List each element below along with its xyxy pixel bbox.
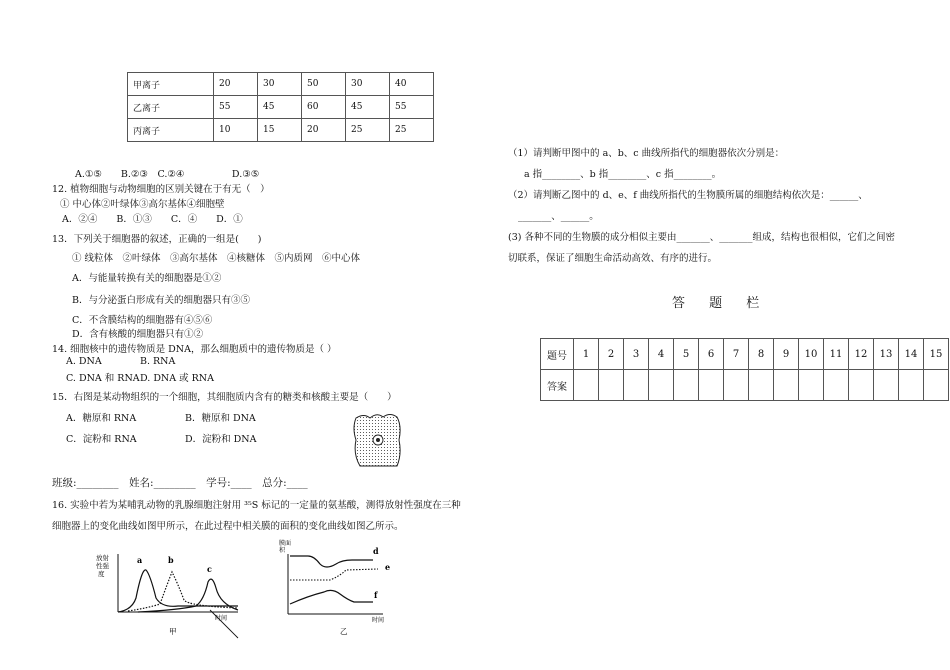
answer-number-cell: 2 <box>599 339 624 370</box>
ion-cell: 40 <box>390 73 434 96</box>
q11-options: A.①⑤ B.②③ C.②④ D.③⑤ <box>75 169 260 180</box>
curve-c <box>138 579 238 612</box>
q13-option-b: B．与分泌蛋白形成有关的细胞器只有③⑤ <box>72 295 250 306</box>
right-q3-line1: (3) 各种不同的生物膜的成分相似主要由_______、_______组成，结构也很相似，它们之间密 <box>508 232 895 243</box>
answer-blank-cell[interactable] <box>899 370 924 401</box>
curve-a-label: a <box>137 555 143 565</box>
q15-option-d: D．淀粉和 DNA <box>185 434 257 445</box>
answer-blank-cell[interactable] <box>774 370 799 401</box>
answer-blank-cell[interactable] <box>824 370 849 401</box>
answer-table <box>540 338 949 401</box>
answer-box-title: 答 题 栏 <box>672 296 770 311</box>
right-q2-stem: （2）请判断乙图中的 d、e、f 曲线所指代的生物膜所属的细胞结构依次是：______、 <box>508 190 868 201</box>
ion-row <box>128 73 434 96</box>
answer-blank-cell[interactable] <box>624 370 649 401</box>
answer-number-cell: 3 <box>624 339 649 370</box>
ion-row <box>128 119 434 142</box>
answer-number-cell: 5 <box>674 339 699 370</box>
answer-blank-cell[interactable] <box>749 370 774 401</box>
q13-stem: 13．下列关于细胞器的叙述，正确的一组是( ) <box>52 234 262 245</box>
answer-row-head-answer: 答案 <box>541 370 574 401</box>
ion-cell: 20 <box>302 119 346 142</box>
q14-option-a: A. DNA <box>66 356 102 367</box>
q14-stem: 14. 细胞核中的遗传物质是 DNA，那么细胞质中的遗传物质是（ ） <box>52 344 337 355</box>
graph-jia <box>88 548 248 640</box>
graph-jia-ylabel-1: 放射 <box>96 554 109 562</box>
answer-number-cell: 7 <box>724 339 749 370</box>
answer-number-cell: 1 <box>574 339 599 370</box>
graph-jia-caption: 甲 <box>169 627 177 636</box>
right-q3-line2: 切联系，保证了细胞生命活动高效、有序的进行。 <box>508 253 718 264</box>
right-q1-blanks: a 指________、b 指________、c 指________。 <box>524 169 722 180</box>
ion-cell: 55 <box>214 96 258 119</box>
q15-option-b: B．糖原和 DNA <box>185 413 256 424</box>
ion-cell: 45 <box>258 96 302 119</box>
q12-options: A．②④ B．①③ C．④ D．① <box>62 214 243 225</box>
q14-option-b: B. RNA <box>140 356 176 367</box>
ion-cell: 60 <box>302 96 346 119</box>
ion-row <box>128 96 434 119</box>
answer-blank-cell[interactable] <box>924 370 949 401</box>
graph-jia-ylabel-2: 性强 <box>96 562 109 570</box>
answer-number-cell: 4 <box>649 339 674 370</box>
ion-cell: 20 <box>214 73 258 96</box>
ion-row-label: 丙离子 <box>128 119 214 142</box>
ion-cell: 25 <box>346 119 390 142</box>
q13-option-c: C．不含膜结构的细胞器有④⑤⑥ <box>72 315 213 326</box>
graph-jia-ylabel-3: 度 <box>98 570 105 578</box>
answer-input-row <box>541 370 949 401</box>
ion-cell: 30 <box>346 73 390 96</box>
answer-number-cell: 8 <box>749 339 774 370</box>
right-q1-stem: （1）请判断甲图中的 a、b、c 曲线所指代的细胞器依次分别是： <box>508 148 785 159</box>
ion-cell: 25 <box>390 119 434 142</box>
answer-number-cell: 12 <box>849 339 874 370</box>
ion-row-label: 乙离子 <box>128 96 214 119</box>
answer-number-cell: 10 <box>799 339 824 370</box>
ion-cell: 55 <box>390 96 434 119</box>
curve-a <box>118 570 238 612</box>
ion-row-label: 甲离子 <box>128 73 214 96</box>
answer-number-cell: 6 <box>699 339 724 370</box>
graph-yi-ylabel-1: 膜面 <box>279 540 292 547</box>
curve-e <box>290 569 378 580</box>
graph-yi-caption: 乙 <box>340 627 348 636</box>
q12-stem: 12. 植物细胞与动物细胞的区别关键在于有无（ ） <box>52 184 270 195</box>
answer-blank-cell[interactable] <box>849 370 874 401</box>
answer-blank-cell[interactable] <box>874 370 899 401</box>
curve-f <box>290 590 373 604</box>
q15-option-c: C．淀粉和 RNA <box>66 434 137 445</box>
curve-d-label: d <box>373 546 379 556</box>
answer-number-cell: 14 <box>899 339 924 370</box>
q15-stem: 15．右图是某动物组织的一个细胞，其细胞质内含有的糖类和核酸主要是（ ） <box>52 392 397 403</box>
ion-cell: 45 <box>346 96 390 119</box>
student-info-line: 班级:________ 姓名:________ 学号:____ 总分:____ <box>52 477 308 489</box>
ion-cell: 30 <box>258 73 302 96</box>
ion-cell: 10 <box>214 119 258 142</box>
curve-f-label: f <box>374 590 378 600</box>
answer-number-row <box>541 339 949 370</box>
q14-option-d: D. DNA 或 RNA <box>140 373 214 384</box>
answer-blank-cell[interactable] <box>699 370 724 401</box>
q16-line1: 16. 实验中若为某哺乳动物的乳腺细胞注射用 ³⁵S 标记的一定量的氨基酸，测得放射性强度在三种 <box>52 500 461 511</box>
ion-cell: 50 <box>302 73 346 96</box>
curve-e-label: e <box>385 562 391 572</box>
answer-number-cell: 13 <box>874 339 899 370</box>
answer-blank-cell[interactable] <box>574 370 599 401</box>
q12-items: ① 中心体②叶绿体③高尔基体④细胞壁 <box>60 199 225 210</box>
q14-option-c: C. DNA 和 RNA <box>66 373 140 384</box>
graph-yi-ylabel-2: 积 <box>279 547 286 554</box>
answer-blank-cell[interactable] <box>799 370 824 401</box>
answer-number-cell: 15 <box>924 339 949 370</box>
answer-number-cell: 9 <box>774 339 799 370</box>
right-q2-cont: _______、______。 <box>518 211 599 222</box>
curve-b-label: b <box>168 555 174 565</box>
graph-yi <box>278 536 396 640</box>
q13-option-d: D．含有核酸的细胞器只有①② <box>72 329 204 340</box>
ion-table <box>127 72 434 142</box>
curve-b <box>128 572 238 611</box>
q13-items: ① 线粒体 ②叶绿体 ③高尔基体 ④核糖体 ⑤内质网 ⑥中心体 <box>72 253 361 264</box>
q16-line2: 细胞器上的变化曲线如图甲所示，在此过程中相关膜的面积的变化曲线如图乙所示。 <box>52 521 404 532</box>
curve-d <box>290 556 373 567</box>
animal-cell-figure <box>350 410 405 468</box>
graph-jia-xlabel: 时间 <box>215 615 228 622</box>
q13-option-a: A．与能量转换有关的细胞器是①② <box>72 273 222 284</box>
answer-blank-cell[interactable] <box>724 370 749 401</box>
ion-cell: 15 <box>258 119 302 142</box>
answer-row-head-number: 题号 <box>541 339 574 370</box>
answer-blank-cell[interactable] <box>649 370 674 401</box>
q15-option-a: A．糖原和 RNA <box>66 413 137 424</box>
answer-blank-cell[interactable] <box>599 370 624 401</box>
answer-blank-cell[interactable] <box>674 370 699 401</box>
answer-number-cell: 11 <box>824 339 849 370</box>
graph-yi-xlabel: 时间 <box>372 617 385 624</box>
curve-c-label: c <box>207 564 212 574</box>
